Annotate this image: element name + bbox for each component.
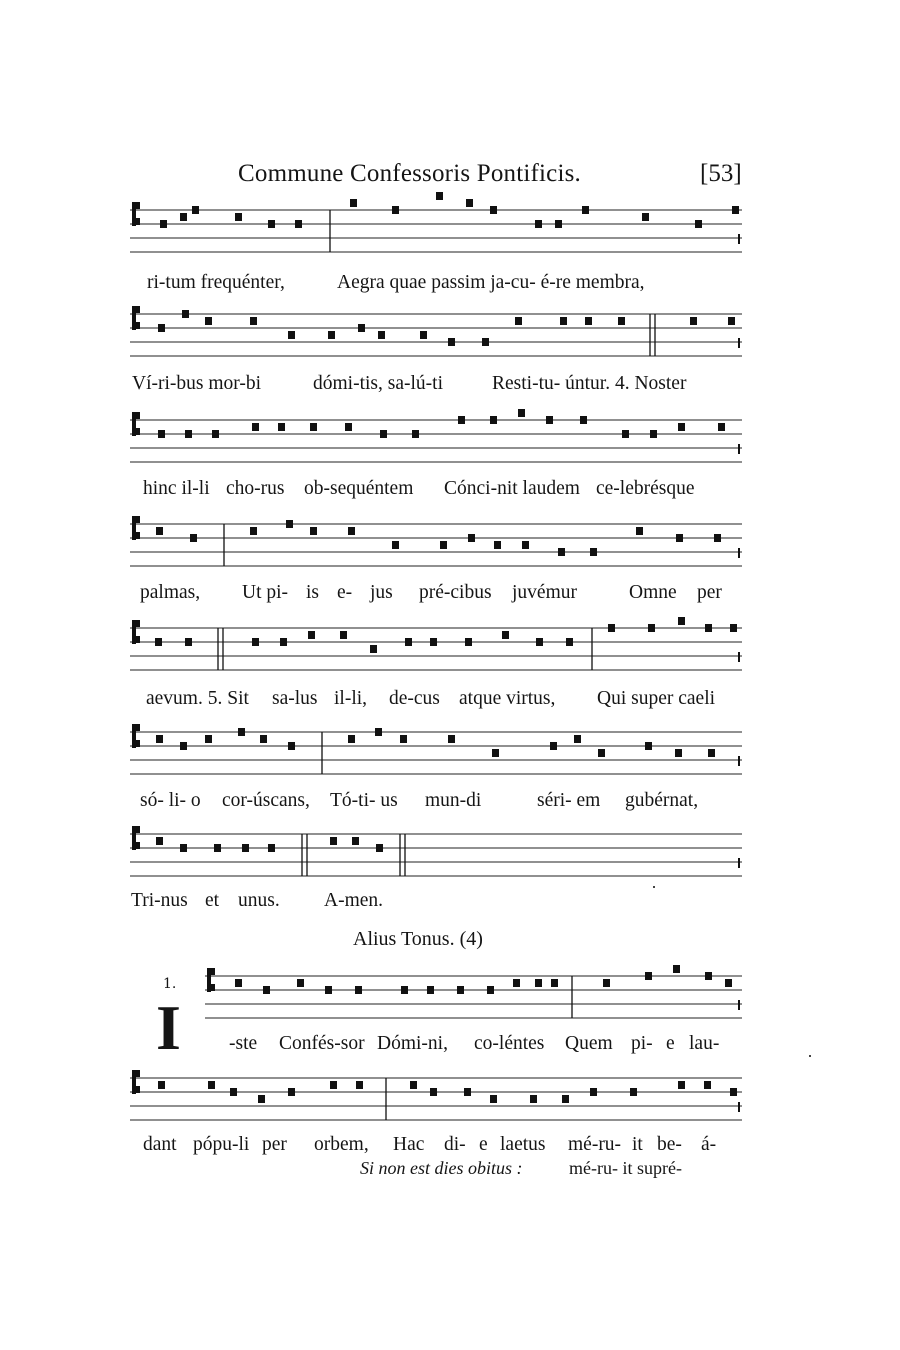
lyric-line-alt (0, 1158, 900, 1186)
lyric-segment: jus (370, 582, 393, 603)
lyric-segment: ri-tum frequénter, (147, 272, 285, 293)
lyric-segment: só- li- o (140, 790, 201, 811)
lyric-line-5 (0, 688, 900, 716)
lyric-segment: dant (143, 1134, 177, 1155)
lyric-segment: gubérnat, (625, 790, 699, 811)
lyric-segment: de-cus (389, 688, 440, 709)
lyric-segment: mun-di (425, 790, 482, 811)
lyric-segment: lau- (689, 1033, 720, 1054)
lyric-segment: Tri-nus (131, 890, 188, 911)
page-number: [53] (700, 160, 742, 187)
music-staff-3 (130, 406, 742, 470)
lyric-segment: pi- (631, 1033, 653, 1054)
lyric-segment: cor-úscans, (222, 790, 310, 811)
music-staff-7 (130, 820, 742, 884)
lyric-segment: et (205, 890, 220, 911)
lyric-segment: A-men. (324, 890, 384, 911)
lyric-segment: Resti-tu- úntur. 4. Noster (492, 373, 687, 394)
lyric-segment: unus. (238, 890, 280, 911)
lyric-segment: pré-cibus (419, 582, 492, 603)
lyric-segment: ce-lebrésque (596, 478, 695, 499)
lyric-segment: be- (657, 1134, 682, 1155)
lyric-segment: mé-ru- it supré- (569, 1158, 682, 1178)
page-title: Commune Confessoris Pontificis. (238, 160, 582, 187)
lyric-segment: co-léntes (474, 1033, 545, 1054)
lyric-segment: di- (444, 1134, 466, 1155)
lyric-line-6 (0, 790, 900, 818)
lyric-segment: e (479, 1134, 488, 1155)
lyric-segment: ob-sequéntem (304, 478, 414, 499)
lyric-segment: palmas, (140, 582, 201, 603)
printing-speck (809, 1055, 811, 1057)
lyric-segment: juvémur (512, 582, 577, 603)
lyric-segment: dómi-tis, sa-lú-ti (313, 373, 443, 394)
lyric-segment: Tó-ti- us (330, 790, 398, 811)
lyric-line-8 (0, 1033, 900, 1061)
lyric-segment: laetus (500, 1134, 546, 1155)
printing-speck (653, 886, 655, 888)
lyric-segment: is (306, 582, 320, 603)
lyric-segment: Ut pi- (242, 582, 289, 603)
lyric-line-3 (0, 478, 900, 506)
music-staff-2 (130, 300, 742, 364)
lyric-segment: Cónci-nit laudem (444, 478, 580, 499)
lyric-segment: orbem, (314, 1134, 369, 1155)
lyric-segment: Quem (565, 1033, 613, 1054)
lyric-line-7 (0, 890, 900, 918)
lyric-segment: Confés-sor (279, 1033, 365, 1054)
lyric-segment: hinc il-li (143, 478, 210, 499)
lyric-line-2 (0, 373, 900, 401)
lyric-segment: e (666, 1033, 675, 1054)
music-staff-5 (130, 614, 742, 678)
lyric-segment: -ste (229, 1033, 258, 1054)
music-staff-1 (130, 196, 742, 260)
section-title: Alius Tonus. (4) (353, 928, 483, 950)
lyric-segment: e- (337, 582, 353, 603)
lyric-segment: cho-rus (226, 478, 285, 499)
lyric-line-4 (0, 582, 900, 610)
lyric-segment: it (632, 1134, 643, 1155)
verse-number: 1. (163, 976, 177, 992)
lyric-segment: pópu-li (193, 1134, 250, 1155)
lyric-segment: sa-lus (272, 688, 318, 709)
music-staff-4 (130, 510, 742, 574)
rubric-text: Si non est dies obitus : (360, 1158, 523, 1178)
lyric-segment: Qui super caeli (597, 688, 716, 709)
lyric-segment: Aegra quae passim ja-cu- é-re membra, (337, 272, 645, 293)
lyric-segment: séri- em (537, 790, 601, 811)
lyric-segment: á- (701, 1134, 717, 1155)
lyric-segment: il-li, (334, 688, 368, 709)
lyric-segment: per (262, 1134, 287, 1155)
lyric-segment: Hac (393, 1134, 425, 1155)
lyric-segment: aevum. 5. Sit (146, 688, 249, 709)
lyric-segment: atque virtus, (459, 688, 556, 709)
music-staff-9 (130, 1064, 742, 1128)
drop-cap-initial: I (156, 992, 181, 1063)
lyric-line-1 (0, 272, 900, 300)
lyric-segment: Dómi-ni, (377, 1033, 448, 1054)
music-staff-6 (130, 718, 742, 782)
music-staff-8 (205, 962, 742, 1026)
lyric-segment: mé-ru- (568, 1134, 622, 1155)
lyric-segment: Ví-ri-bus mor-bi (132, 373, 262, 394)
lyric-segment: Omne (629, 582, 677, 603)
lyric-segment: per (697, 582, 722, 603)
